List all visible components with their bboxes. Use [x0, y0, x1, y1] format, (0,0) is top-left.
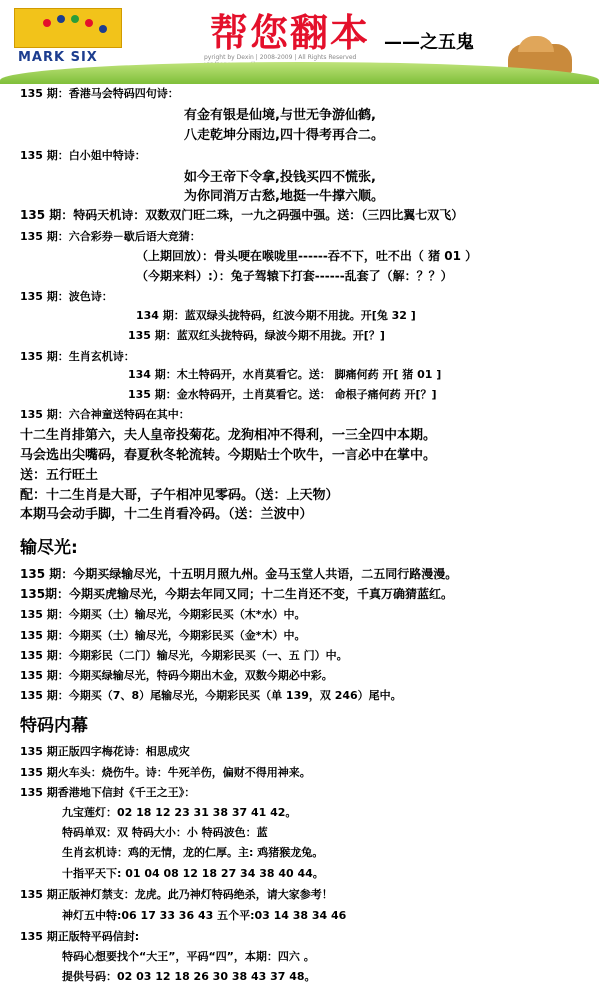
text-line: 135 期香港地下信封《千王之王》： — [20, 786, 196, 799]
indented-line: 十指平天下: 01 04 08 12 18 27 34 38 40 44。 — [62, 867, 324, 880]
logo-text: MARK SIX — [18, 50, 98, 65]
text-line: 马会选出尖嘴码，春夏秋冬轮流转。今期贴士个吹牛，一言必中在掌中。 — [20, 448, 437, 463]
indented-line: 特码心想要找个“大王”，平码“四”，本期：四六 。 — [62, 950, 315, 963]
text-line: 135 期：今期买绿输尽光，特码今期出木金，双数今期必中彩。 — [20, 669, 333, 682]
text-line: 135 期正版特平码信封: — [20, 930, 140, 943]
text-line: 135 期正版神灯禁支：龙虎。此乃神灯特码绝杀，请大家参考！ — [20, 888, 333, 901]
indented-line: 134 期：蓝双绿头拢特码，红波今期不用拢。开[兔 32 ] — [136, 309, 416, 322]
poem-line: 为你同消万古愁,地挺一牛撑六顺。 — [184, 189, 384, 204]
logo-dot — [57, 15, 65, 23]
indented-line: 九宝莲灯：02 18 12 23 31 38 37 41 42。 — [62, 806, 297, 819]
text-line: 135期：今期买虎输尽光，今期去年同又同；十二生肖还不变，千真万确猜蓝红。 — [20, 587, 454, 601]
text-line: 送：五行旺土 — [20, 468, 99, 483]
text-line: 135 期：生肖玄机诗： — [20, 350, 135, 363]
text-line: 135 期：白小姐中特诗： — [20, 149, 146, 162]
text-line: 135 期：特码天机诗：双数双门旺二珠，一九之码强中强。送：（三四比翼七双飞） — [20, 208, 464, 222]
indented-line: 134 期：木土特码开，水肖莫看它。送： 脚痛何药 开[ 猪 01 ] — [128, 368, 442, 381]
logo-dot — [85, 19, 93, 27]
indented-line: 神灯五中特:06 17 33 36 43 五个平:03 14 38 34 46 — [62, 909, 347, 922]
brand-title: 帮您翻本 — [210, 10, 371, 55]
text-line: 十二生肖排第六，夫人皇帝投菊花。龙狗相冲不得利，一三全四中本期。 — [20, 428, 437, 443]
text-line: 配：十二生肖是大哥，子午相冲见零码。（送：上天物） — [20, 488, 339, 503]
text-line: 135 期：香港马会特码四句诗： — [20, 87, 179, 100]
indented-line: 生肖玄机诗：鸡的无情，龙的仁厚。主: 鸡猪猴龙兔。 — [62, 846, 324, 859]
riddle-line: （今期来料）:）：兔子驾辕下打套------乱套了（解：？？） — [136, 269, 453, 283]
poem-line: 八走乾坤分雨边,四十得考再合二。 — [184, 128, 384, 143]
poem-line: 如今王帝下令拿,投钱买四不慌张, — [184, 170, 376, 185]
poem-line: 有金有银是仙境,与世无争游仙鹤, — [184, 108, 376, 123]
indented-line: 135 期：金水特码开，土肖莫看它。送： 命根子痛何药 开[？] — [128, 388, 437, 401]
header-banner — [0, 0, 599, 84]
marksix-logo — [14, 8, 122, 70]
indented-line: 提供号码：02 03 12 18 26 30 38 43 37 48。 — [62, 970, 316, 983]
brand-subtitle: ——之五鬼 — [384, 32, 474, 53]
text-line: 135 期火车头：烧伤牛。诗：牛死羊伤，偏财不得用神来。 — [20, 766, 311, 779]
logo-dot — [71, 15, 79, 23]
text-line: 135 期：今期买绿输尽光，十五明月照九州。金马玉堂人共语，二五同行路漫漫。 — [20, 567, 458, 581]
text-line: 135 期正版四字梅花诗：相思成灾 — [20, 745, 190, 758]
riddle-line: （上期回放）：骨头哽在喉咙里------吞不下，吐不出（ 猪 01 ） — [136, 249, 478, 263]
text-line: 135 期：六合彩券－歇后语大竞猜： — [20, 230, 201, 243]
logo-dot — [99, 25, 107, 33]
copyright-line: pyright by Dexin | 2008-2009 | All Rights Reserved — [204, 54, 357, 61]
text-line: 135 期：今期买（7、8）尾输尽光，今期彩民买（单 139，双 246）尾中。 — [20, 689, 402, 702]
text-line: 135 期：波色诗： — [20, 290, 113, 303]
section-heading: 输尽光: — [20, 538, 78, 558]
text-line: 135 期：今期彩民（二门）输尽光，今期彩民买（一、五 门）中。 — [20, 649, 348, 662]
logo-box — [14, 8, 122, 48]
text-line: 135 期：六合神童送特码在其中： — [20, 408, 190, 421]
text-line: 135 期：今期买（土）输尽光，今期彩民买（金*木）中。 — [20, 629, 306, 642]
section-heading: 特码内幕 — [20, 716, 88, 736]
indented-line: 特码单双：双 特码大小：小 特码波色：蓝 — [62, 826, 268, 839]
indented-line: 135 期：蓝双红头拢特码，绿波今期不用拢。开[？] — [128, 329, 385, 342]
logo-dot — [43, 19, 51, 27]
text-line: 本期马会动手脚，十二生肖看冷码。（送：兰波中） — [20, 507, 313, 522]
text-line: 135 期：今期买（土）输尽光，今期彩民买（木*水）中。 — [20, 608, 306, 621]
